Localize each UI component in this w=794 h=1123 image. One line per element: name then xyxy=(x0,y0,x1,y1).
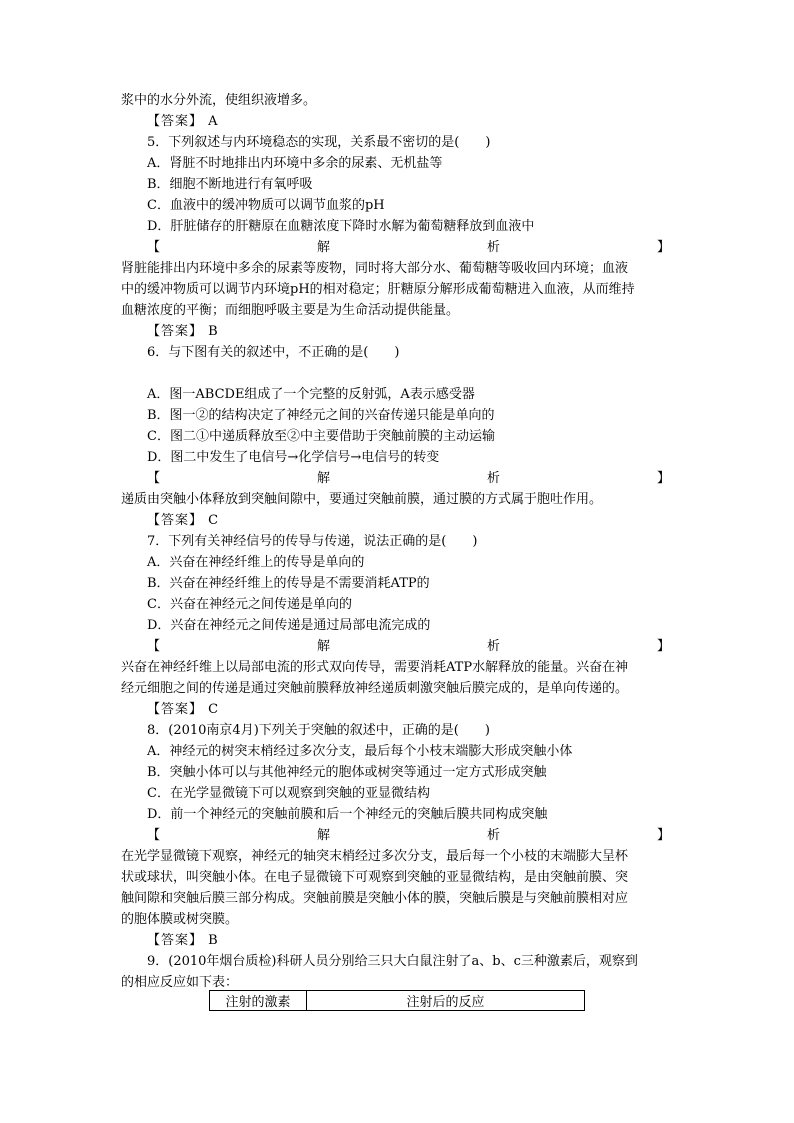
option-8a: A．神经元的树突末梢经过多次分支，最后每个小枝末端膨大形成突触小体 xyxy=(147,744,573,759)
question-8: 8．(2010南京4月)下列关于突触的叙述中，正确的是( ) xyxy=(147,723,490,738)
analysis-heading xyxy=(121,468,670,489)
option-7a: A．兴奋在神经纤维上的传导是单向的 xyxy=(147,555,365,570)
option-8b: B．突触小体可以与其他神经元的胞体或树突等通过一定方式形成突触 xyxy=(147,765,547,780)
option-5a: A．肾脏不时地排出内环境中多余的尿素、无机盐等 xyxy=(147,156,443,171)
option-7c: C．兴奋在神经元之间传递是单向的 xyxy=(147,597,352,612)
analysis-char-2: 析 xyxy=(486,240,500,255)
answer-line: 【答案】 C xyxy=(147,702,220,717)
option-6c: C．图二①中递质释放至②中主要借助于突触前膜的主动运输 xyxy=(147,429,495,444)
option-7b: B．兴奋在神经纤维上的传导是不需要消耗ATP的 xyxy=(147,576,430,591)
question-9: 9．(2010年烟台质检)科研人员分别给三只大白鼠注射了a、b、c三种激素后，观察到 xyxy=(147,954,638,969)
analysis-heading xyxy=(121,237,670,258)
analysis-char-1: 解 xyxy=(316,639,330,654)
question-7: 7．下列有关神经信号的传导与传递，说法正确的是( ) xyxy=(147,534,478,549)
analysis-char-2: 析 xyxy=(486,471,500,486)
analysis-text: 中的缓冲物质可以调节内环境pH的相对稳定；肝糖原分解形成葡萄糖进入血液，从而维持 xyxy=(121,282,635,297)
analysis-text: 在光学显微镜下观察，神经元的轴突末梢经过多次分支，最后每一个小枝的末端膨大呈杯 xyxy=(121,849,629,864)
analysis-char-1: 解 xyxy=(316,471,330,486)
option-5d: D．肝脏储存的肝糖原在血糖浓度下降时水解为葡萄糖释放到血液中 xyxy=(147,219,535,234)
bracket-left: 【 xyxy=(147,639,161,654)
analysis-text: 递质由突触小体释放到突触间隙中，要通过突触前膜，通过膜的方式属于胞吐作用。 xyxy=(121,492,603,507)
figure-placeholder xyxy=(121,363,670,384)
analysis-char-1: 解 xyxy=(316,240,330,255)
question-6: 6．与下图有关的叙述中，不正确的是( ) xyxy=(147,345,400,360)
option-8d: D．前一个神经元的突触前膜和后一个神经元的突触后膜共同构成突触 xyxy=(147,807,548,822)
bracket-right: 】 xyxy=(656,828,670,843)
option-6d: D．图二中发生了电信号→化学信号→电信号的转变 xyxy=(147,450,440,465)
analysis-text: 经元细胞之间的传递是通过突触前膜释放神经递质刺激突触后膜完成的，是单向传递的。 xyxy=(121,681,629,696)
analysis-char-1: 解 xyxy=(316,828,330,843)
answer-line: 【答案】 A xyxy=(147,114,219,129)
analysis-char-2: 析 xyxy=(486,639,500,654)
option-6a: A．图一ABCDE组成了一个完整的反射弧，A表示感受器 xyxy=(147,387,475,402)
bracket-right: 】 xyxy=(656,240,670,255)
option-5b: B．细胞不断地进行有氧呼吸 xyxy=(147,177,313,192)
bracket-left: 【 xyxy=(147,828,161,843)
question-9-cont: 的相应反应如下表： xyxy=(121,975,239,990)
answer-line: 【答案】 B xyxy=(147,933,219,948)
analysis-text: 肾脏能排出内环境中多余的尿素等废物，同时将大部分水、葡萄糖等吸收回内环境；血液 xyxy=(121,261,629,276)
analysis-char-2: 析 xyxy=(486,828,500,843)
option-6b: B．图一②的结构决定了神经元之间的兴奋传递只能是单向的 xyxy=(147,408,495,423)
table-header-hormone: 注射的激素 xyxy=(210,991,307,1011)
bracket-right: 】 xyxy=(656,471,670,486)
table-header-reaction: 注射后的反应 xyxy=(307,991,585,1011)
option-5c: C．血液中的缓冲物质可以调节血浆的pH xyxy=(147,198,385,213)
answer-line: 【答案】 C xyxy=(147,513,220,528)
option-7d: D．兴奋在神经元之间传递是通过局部电流完成的 xyxy=(147,618,431,633)
analysis-heading xyxy=(121,636,670,657)
answer-line: 【答案】 B xyxy=(147,324,219,339)
bracket-right: 】 xyxy=(656,639,670,654)
analysis-text: 状或球状，叫突触小体。在电子显微镜下可观察到突触的亚显微结构，是由突触前膜、突 xyxy=(121,870,629,885)
results-table xyxy=(209,990,585,1011)
bracket-left: 【 xyxy=(147,240,161,255)
table-header-row xyxy=(210,991,585,1011)
analysis-text: 的胞体膜或树突膜。 xyxy=(121,912,239,927)
question-5: 5．下列叙述与内环境稳态的实现，关系最不密切的是( ) xyxy=(147,135,491,150)
analysis-text: 兴奋在神经纤维上以局部电流的形式双向传导，需要消耗ATP水解释放的能量。兴奋在神 xyxy=(121,660,629,675)
bracket-left: 【 xyxy=(147,471,161,486)
option-8c: C．在光学显微镜下可以观察到突触的亚显微结构 xyxy=(147,786,430,801)
text-line: 浆中的水分外流，使组织液增多。 xyxy=(121,93,317,108)
analysis-heading xyxy=(121,825,670,846)
document-page xyxy=(121,90,670,993)
analysis-text: 血糖浓度的平衡；而细胞呼吸主要是为生命活动提供能量。 xyxy=(121,303,460,318)
analysis-text: 触间隙和突触后膜三部分构成。突触前膜是突触小体的膜，突触后膜是与突触前膜相对应 xyxy=(121,891,629,906)
